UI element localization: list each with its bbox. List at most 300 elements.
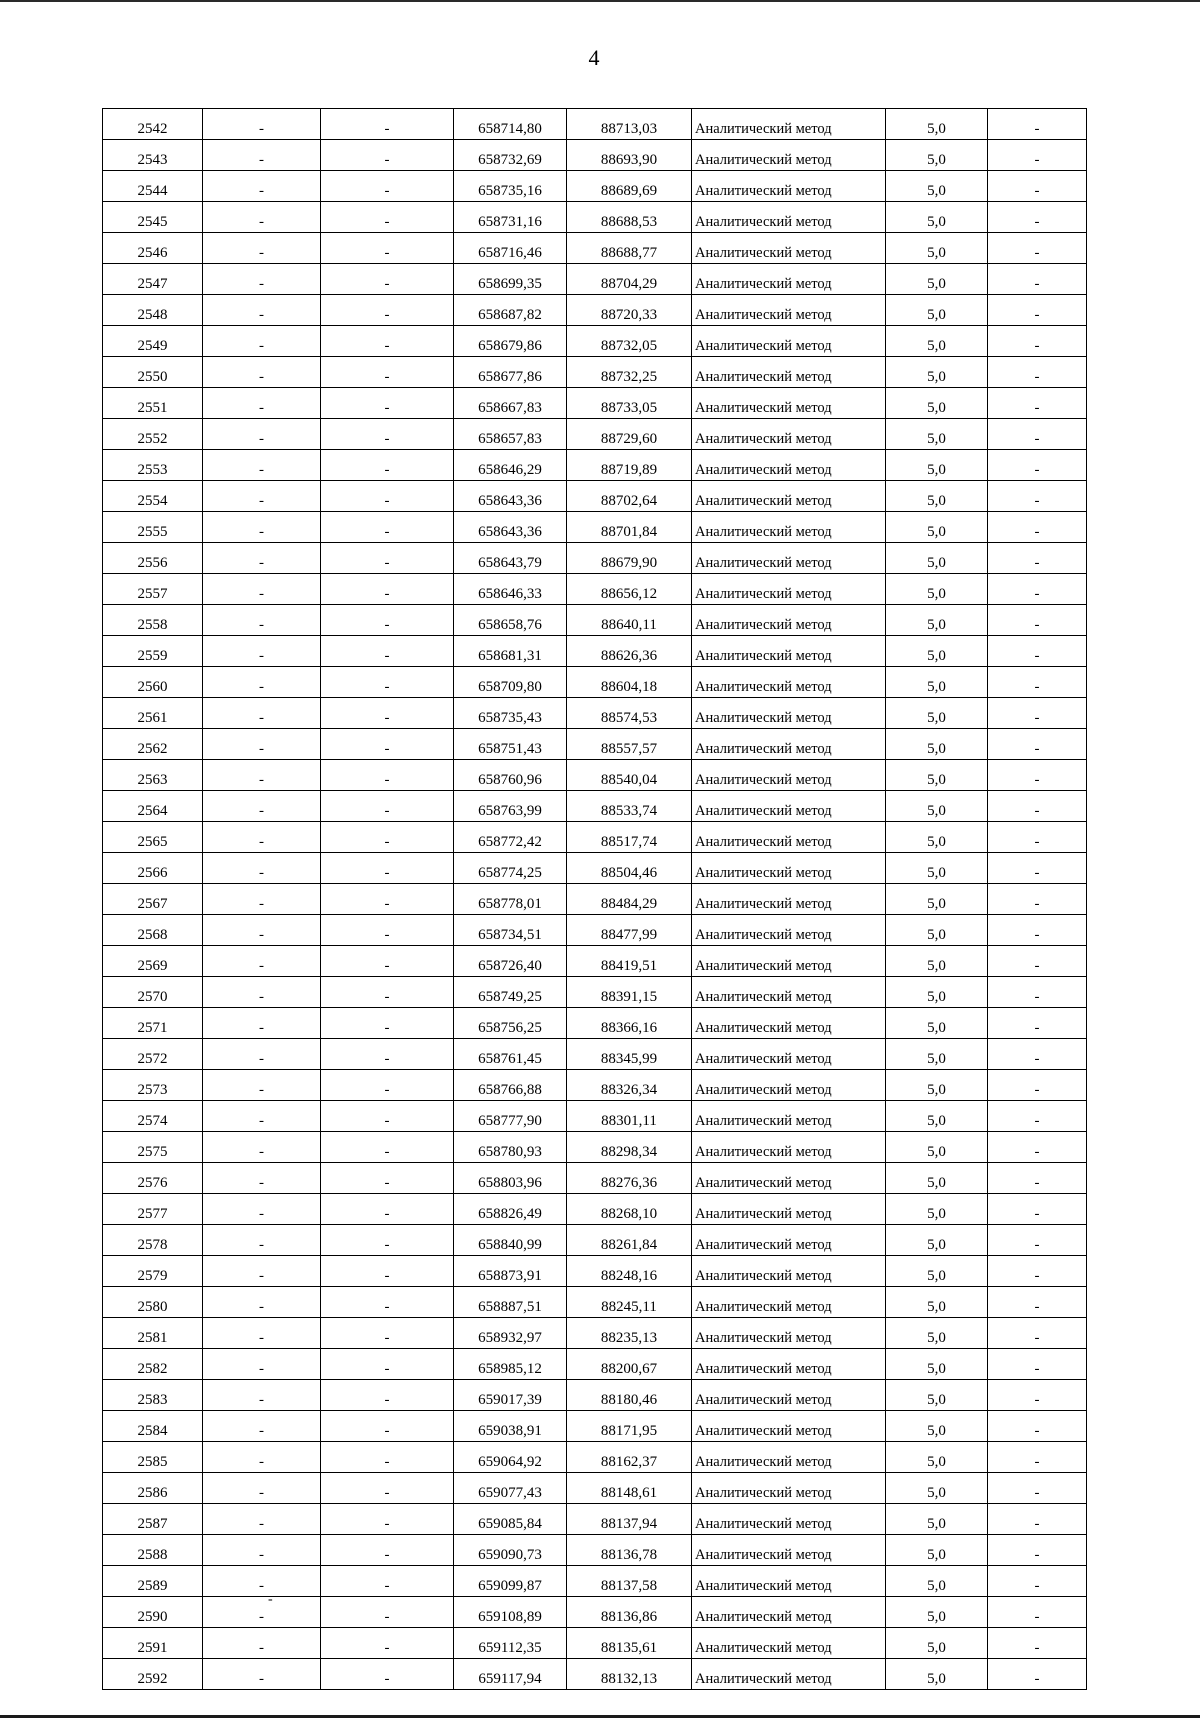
table-row xyxy=(103,264,1087,295)
method-cell: Аналитический метод xyxy=(692,1349,886,1380)
empty-cell-b: - xyxy=(321,574,454,605)
y-coordinate-cell: 88171,95 xyxy=(567,1411,692,1442)
table-row xyxy=(103,388,1087,419)
y-coordinate-cell: 88689,69 xyxy=(567,171,692,202)
y-coordinate-cell: 88732,25 xyxy=(567,357,692,388)
method-cell: Аналитический метод xyxy=(692,1163,886,1194)
empty-cell-a: - xyxy=(203,1473,321,1504)
x-coordinate-cell: 658887,51 xyxy=(454,1287,567,1318)
accuracy-cell: 5,0 xyxy=(886,1070,988,1101)
point-number-cell: 2584 xyxy=(103,1411,203,1442)
empty-cell-a: - xyxy=(203,1318,321,1349)
x-coordinate-cell: 659064,92 xyxy=(454,1442,567,1473)
method-cell: Аналитический метод xyxy=(692,1380,886,1411)
x-coordinate-cell: 659108,89 xyxy=(454,1597,567,1628)
empty-cell-b: - xyxy=(321,1225,454,1256)
table-row xyxy=(103,977,1087,1008)
point-number-cell: 2556 xyxy=(103,543,203,574)
empty-cell-c: - xyxy=(988,1473,1087,1504)
accuracy-cell: 5,0 xyxy=(886,853,988,884)
empty-cell-a: - xyxy=(203,419,321,450)
empty-cell-b: - xyxy=(321,512,454,543)
empty-cell-c: - xyxy=(988,481,1087,512)
method-cell: Аналитический метод xyxy=(692,946,886,977)
accuracy-cell: 5,0 xyxy=(886,1225,988,1256)
table-row xyxy=(103,1163,1087,1194)
empty-cell-b: - xyxy=(321,1411,454,1442)
x-coordinate-cell: 658657,83 xyxy=(454,419,567,450)
empty-cell-c: - xyxy=(988,1535,1087,1566)
accuracy-cell: 5,0 xyxy=(886,357,988,388)
method-cell: Аналитический метод xyxy=(692,1659,886,1690)
accuracy-cell: 5,0 xyxy=(886,636,988,667)
accuracy-cell: 5,0 xyxy=(886,1163,988,1194)
accuracy-cell: 5,0 xyxy=(886,698,988,729)
empty-cell-a: - xyxy=(203,884,321,915)
accuracy-cell: 5,0 xyxy=(886,1132,988,1163)
point-number-cell: 2552 xyxy=(103,419,203,450)
y-coordinate-cell: 88679,90 xyxy=(567,543,692,574)
empty-cell-c: - xyxy=(988,1163,1087,1194)
table-row xyxy=(103,1628,1087,1659)
point-number-cell: 2568 xyxy=(103,915,203,946)
table-row xyxy=(103,1008,1087,1039)
empty-cell-c: - xyxy=(988,326,1087,357)
method-cell: Аналитический метод xyxy=(692,140,886,171)
scan-edge-top xyxy=(0,0,1200,2)
point-number-cell: 2554 xyxy=(103,481,203,512)
accuracy-cell: 5,0 xyxy=(886,202,988,233)
empty-cell-b: - xyxy=(321,357,454,388)
accuracy-cell: 5,0 xyxy=(886,543,988,574)
x-coordinate-cell: 659090,73 xyxy=(454,1535,567,1566)
empty-cell-b: - xyxy=(321,605,454,636)
accuracy-cell: 5,0 xyxy=(886,1628,988,1659)
method-cell: Аналитический метод xyxy=(692,326,886,357)
x-coordinate-cell: 658985,12 xyxy=(454,1349,567,1380)
empty-cell-b: - xyxy=(321,667,454,698)
table-row xyxy=(103,667,1087,698)
x-coordinate-cell: 658873,91 xyxy=(454,1256,567,1287)
accuracy-cell: 5,0 xyxy=(886,1318,988,1349)
method-cell: Аналитический метод xyxy=(692,450,886,481)
empty-cell-a: - xyxy=(203,1194,321,1225)
x-coordinate-cell: 659017,39 xyxy=(454,1380,567,1411)
table-row xyxy=(103,1473,1087,1504)
method-cell: Аналитический метод xyxy=(692,574,886,605)
empty-cell-c: - xyxy=(988,233,1087,264)
accuracy-cell: 5,0 xyxy=(886,1659,988,1690)
accuracy-cell: 5,0 xyxy=(886,1411,988,1442)
method-cell: Аналитический метод xyxy=(692,1473,886,1504)
accuracy-cell: 5,0 xyxy=(886,946,988,977)
empty-cell-c: - xyxy=(988,760,1087,791)
empty-cell-b: - xyxy=(321,1163,454,1194)
accuracy-cell: 5,0 xyxy=(886,1380,988,1411)
method-cell: Аналитический метод xyxy=(692,171,886,202)
empty-cell-c: - xyxy=(988,140,1087,171)
x-coordinate-cell: 658714,80 xyxy=(454,109,567,140)
y-coordinate-cell: 88484,29 xyxy=(567,884,692,915)
x-coordinate-cell: 658803,96 xyxy=(454,1163,567,1194)
point-number-cell: 2586 xyxy=(103,1473,203,1504)
empty-cell-a: - xyxy=(203,1287,321,1318)
point-number-cell: 2572 xyxy=(103,1039,203,1070)
table-row xyxy=(103,512,1087,543)
empty-cell-b: - xyxy=(321,760,454,791)
table-row xyxy=(103,357,1087,388)
y-coordinate-cell: 88301,11 xyxy=(567,1101,692,1132)
empty-cell-a: - xyxy=(203,450,321,481)
method-cell: Аналитический метод xyxy=(692,1225,886,1256)
accuracy-cell: 5,0 xyxy=(886,419,988,450)
y-coordinate-cell: 88132,13 xyxy=(567,1659,692,1690)
x-coordinate-cell: 659099,87 xyxy=(454,1566,567,1597)
empty-cell-b: - xyxy=(321,977,454,1008)
empty-cell-c: - xyxy=(988,264,1087,295)
empty-cell-a: - xyxy=(203,1442,321,1473)
empty-cell-c: - xyxy=(988,822,1087,853)
table-row xyxy=(103,1566,1087,1597)
empty-cell-c: - xyxy=(988,1225,1087,1256)
method-cell: Аналитический метод xyxy=(692,667,886,698)
point-number-cell: 2548 xyxy=(103,295,203,326)
y-coordinate-cell: 88688,53 xyxy=(567,202,692,233)
accuracy-cell: 5,0 xyxy=(886,822,988,853)
x-coordinate-cell: 659117,94 xyxy=(454,1659,567,1690)
accuracy-cell: 5,0 xyxy=(886,233,988,264)
table-row xyxy=(103,1256,1087,1287)
point-number-cell: 2577 xyxy=(103,1194,203,1225)
method-cell: Аналитический метод xyxy=(692,543,886,574)
method-cell: Аналитический метод xyxy=(692,1566,886,1597)
empty-cell-c: - xyxy=(988,1008,1087,1039)
point-number-cell: 2583 xyxy=(103,1380,203,1411)
empty-cell-a: - xyxy=(203,977,321,1008)
accuracy-cell: 5,0 xyxy=(886,481,988,512)
accuracy-cell: 5,0 xyxy=(886,574,988,605)
table-row xyxy=(103,1194,1087,1225)
empty-cell-c: - xyxy=(988,202,1087,233)
table-row xyxy=(103,636,1087,667)
y-coordinate-cell: 88626,36 xyxy=(567,636,692,667)
empty-cell-b: - xyxy=(321,1535,454,1566)
table-row xyxy=(103,1659,1087,1690)
empty-cell-c: - xyxy=(988,1287,1087,1318)
empty-cell-a: - xyxy=(203,388,321,419)
y-coordinate-cell: 88235,13 xyxy=(567,1318,692,1349)
x-coordinate-cell: 658774,25 xyxy=(454,853,567,884)
x-coordinate-cell: 658643,36 xyxy=(454,481,567,512)
y-coordinate-cell: 88702,64 xyxy=(567,481,692,512)
empty-cell-b: - xyxy=(321,915,454,946)
empty-cell-b: - xyxy=(321,1659,454,1690)
empty-cell-a: - xyxy=(203,946,321,977)
method-cell: Аналитический метод xyxy=(692,853,886,884)
point-number-cell: 2553 xyxy=(103,450,203,481)
empty-cell-c: - xyxy=(988,791,1087,822)
point-number-cell: 2543 xyxy=(103,140,203,171)
point-number-cell: 2580 xyxy=(103,1287,203,1318)
method-cell: Аналитический метод xyxy=(692,1628,886,1659)
empty-cell-c: - xyxy=(988,1039,1087,1070)
y-coordinate-cell: 88713,03 xyxy=(567,109,692,140)
table-row xyxy=(103,295,1087,326)
x-coordinate-cell: 659038,91 xyxy=(454,1411,567,1442)
y-coordinate-cell: 88200,67 xyxy=(567,1349,692,1380)
point-number-cell: 2591 xyxy=(103,1628,203,1659)
method-cell: Аналитический метод xyxy=(692,481,886,512)
empty-cell-c: - xyxy=(988,388,1087,419)
y-coordinate-cell: 88162,37 xyxy=(567,1442,692,1473)
stray-mark: - xyxy=(268,1592,273,1607)
y-coordinate-cell: 88729,60 xyxy=(567,419,692,450)
empty-cell-a: - xyxy=(203,853,321,884)
y-coordinate-cell: 88135,61 xyxy=(567,1628,692,1659)
table-row xyxy=(103,1225,1087,1256)
method-cell: Аналитический метод xyxy=(692,822,886,853)
method-cell: Аналитический метод xyxy=(692,1039,886,1070)
empty-cell-a: - xyxy=(203,574,321,605)
empty-cell-a: - xyxy=(203,636,321,667)
empty-cell-b: - xyxy=(321,1132,454,1163)
empty-cell-b: - xyxy=(321,1349,454,1380)
method-cell: Аналитический метод xyxy=(692,109,886,140)
empty-cell-c: - xyxy=(988,698,1087,729)
point-number-cell: 2576 xyxy=(103,1163,203,1194)
point-number-cell: 2560 xyxy=(103,667,203,698)
empty-cell-b: - xyxy=(321,729,454,760)
empty-cell-a: - xyxy=(203,1380,321,1411)
y-coordinate-cell: 88136,78 xyxy=(567,1535,692,1566)
empty-cell-a: - xyxy=(203,295,321,326)
x-coordinate-cell: 658735,16 xyxy=(454,171,567,202)
table-row xyxy=(103,1349,1087,1380)
method-cell: Аналитический метод xyxy=(692,729,886,760)
point-number-cell: 2579 xyxy=(103,1256,203,1287)
method-cell: Аналитический метод xyxy=(692,1132,886,1163)
x-coordinate-cell: 658826,49 xyxy=(454,1194,567,1225)
point-number-cell: 2544 xyxy=(103,171,203,202)
y-coordinate-cell: 88693,90 xyxy=(567,140,692,171)
x-coordinate-cell: 658840,99 xyxy=(454,1225,567,1256)
empty-cell-b: - xyxy=(321,698,454,729)
point-number-cell: 2563 xyxy=(103,760,203,791)
empty-cell-a: - xyxy=(203,264,321,295)
table-row xyxy=(103,729,1087,760)
table-row xyxy=(103,543,1087,574)
empty-cell-b: - xyxy=(321,481,454,512)
y-coordinate-cell: 88604,18 xyxy=(567,667,692,698)
point-number-cell: 2555 xyxy=(103,512,203,543)
point-number-cell: 2558 xyxy=(103,605,203,636)
point-number-cell: 2582 xyxy=(103,1349,203,1380)
empty-cell-a: - xyxy=(203,667,321,698)
accuracy-cell: 5,0 xyxy=(886,1008,988,1039)
table-row xyxy=(103,140,1087,171)
empty-cell-a: - xyxy=(203,171,321,202)
empty-cell-c: - xyxy=(988,1101,1087,1132)
empty-cell-a: - xyxy=(203,1039,321,1070)
empty-cell-b: - xyxy=(321,295,454,326)
x-coordinate-cell: 658716,46 xyxy=(454,233,567,264)
empty-cell-a: - xyxy=(203,760,321,791)
point-number-cell: 2589 xyxy=(103,1566,203,1597)
point-number-cell: 2542 xyxy=(103,109,203,140)
x-coordinate-cell: 658646,33 xyxy=(454,574,567,605)
x-coordinate-cell: 658778,01 xyxy=(454,884,567,915)
empty-cell-a: - xyxy=(203,605,321,636)
point-number-cell: 2565 xyxy=(103,822,203,853)
empty-cell-c: - xyxy=(988,543,1087,574)
table-row xyxy=(103,1132,1087,1163)
x-coordinate-cell: 658763,99 xyxy=(454,791,567,822)
point-number-cell: 2574 xyxy=(103,1101,203,1132)
method-cell: Аналитический метод xyxy=(692,760,886,791)
x-coordinate-cell: 658681,31 xyxy=(454,636,567,667)
empty-cell-c: - xyxy=(988,729,1087,760)
empty-cell-c: - xyxy=(988,1504,1087,1535)
empty-cell-a: - xyxy=(203,791,321,822)
y-coordinate-cell: 88517,74 xyxy=(567,822,692,853)
y-coordinate-cell: 88268,10 xyxy=(567,1194,692,1225)
point-number-cell: 2546 xyxy=(103,233,203,264)
point-number-cell: 2559 xyxy=(103,636,203,667)
empty-cell-b: - xyxy=(321,264,454,295)
empty-cell-a: - xyxy=(203,543,321,574)
point-number-cell: 2573 xyxy=(103,1070,203,1101)
empty-cell-a: - xyxy=(203,109,321,140)
accuracy-cell: 5,0 xyxy=(886,667,988,698)
empty-cell-b: - xyxy=(321,388,454,419)
x-coordinate-cell: 658732,69 xyxy=(454,140,567,171)
empty-cell-a: - xyxy=(203,512,321,543)
method-cell: Аналитический метод xyxy=(692,791,886,822)
empty-cell-a: - xyxy=(203,1008,321,1039)
accuracy-cell: 5,0 xyxy=(886,791,988,822)
empty-cell-c: - xyxy=(988,357,1087,388)
x-coordinate-cell: 658699,35 xyxy=(454,264,567,295)
empty-cell-b: - xyxy=(321,1256,454,1287)
y-coordinate-cell: 88701,84 xyxy=(567,512,692,543)
y-coordinate-cell: 88640,11 xyxy=(567,605,692,636)
table-row xyxy=(103,233,1087,264)
method-cell: Аналитический метод xyxy=(692,1535,886,1566)
accuracy-cell: 5,0 xyxy=(886,1039,988,1070)
accuracy-cell: 5,0 xyxy=(886,1194,988,1225)
table-row xyxy=(103,1039,1087,1070)
accuracy-cell: 5,0 xyxy=(886,729,988,760)
point-number-cell: 2578 xyxy=(103,1225,203,1256)
empty-cell-c: - xyxy=(988,171,1087,202)
accuracy-cell: 5,0 xyxy=(886,512,988,543)
point-number-cell: 2575 xyxy=(103,1132,203,1163)
empty-cell-c: - xyxy=(988,853,1087,884)
empty-cell-a: - xyxy=(203,1566,321,1597)
point-number-cell: 2550 xyxy=(103,357,203,388)
y-coordinate-cell: 88719,89 xyxy=(567,450,692,481)
empty-cell-b: - xyxy=(321,1287,454,1318)
method-cell: Аналитический метод xyxy=(692,512,886,543)
point-number-cell: 2549 xyxy=(103,326,203,357)
empty-cell-b: - xyxy=(321,791,454,822)
point-number-cell: 2562 xyxy=(103,729,203,760)
empty-cell-a: - xyxy=(203,1225,321,1256)
empty-cell-b: - xyxy=(321,326,454,357)
x-coordinate-cell: 659112,35 xyxy=(454,1628,567,1659)
method-cell: Аналитический метод xyxy=(692,419,886,450)
accuracy-cell: 5,0 xyxy=(886,450,988,481)
empty-cell-a: - xyxy=(203,202,321,233)
y-coordinate-cell: 88137,94 xyxy=(567,1504,692,1535)
empty-cell-c: - xyxy=(988,946,1087,977)
table-body xyxy=(103,109,1087,1690)
y-coordinate-cell: 88720,33 xyxy=(567,295,692,326)
method-cell: Аналитический метод xyxy=(692,1101,886,1132)
accuracy-cell: 5,0 xyxy=(886,605,988,636)
empty-cell-b: - xyxy=(321,1101,454,1132)
method-cell: Аналитический метод xyxy=(692,233,886,264)
point-number-cell: 2569 xyxy=(103,946,203,977)
empty-cell-b: - xyxy=(321,1504,454,1535)
point-number-cell: 2564 xyxy=(103,791,203,822)
method-cell: Аналитический метод xyxy=(692,1070,886,1101)
empty-cell-a: - xyxy=(203,1349,321,1380)
empty-cell-b: - xyxy=(321,171,454,202)
method-cell: Аналитический метод xyxy=(692,977,886,1008)
table-row xyxy=(103,884,1087,915)
empty-cell-a: - xyxy=(203,326,321,357)
x-coordinate-cell: 658658,76 xyxy=(454,605,567,636)
table-row xyxy=(103,109,1087,140)
x-coordinate-cell: 658751,43 xyxy=(454,729,567,760)
y-coordinate-cell: 88276,36 xyxy=(567,1163,692,1194)
x-coordinate-cell: 658731,16 xyxy=(454,202,567,233)
empty-cell-b: - xyxy=(321,884,454,915)
y-coordinate-cell: 88733,05 xyxy=(567,388,692,419)
empty-cell-c: - xyxy=(988,419,1087,450)
method-cell: Аналитический метод xyxy=(692,388,886,419)
table-row xyxy=(103,698,1087,729)
x-coordinate-cell: 658643,79 xyxy=(454,543,567,574)
table-row xyxy=(103,1101,1087,1132)
coordinates-table xyxy=(102,108,1087,1690)
x-coordinate-cell: 658772,42 xyxy=(454,822,567,853)
table-row xyxy=(103,171,1087,202)
empty-cell-c: - xyxy=(988,512,1087,543)
empty-cell-b: - xyxy=(321,822,454,853)
table-row xyxy=(103,1380,1087,1411)
empty-cell-b: - xyxy=(321,109,454,140)
table-row xyxy=(103,1535,1087,1566)
method-cell: Аналитический метод xyxy=(692,1597,886,1628)
x-coordinate-cell: 658735,43 xyxy=(454,698,567,729)
point-number-cell: 2567 xyxy=(103,884,203,915)
table-row xyxy=(103,1318,1087,1349)
method-cell: Аналитический метод xyxy=(692,1442,886,1473)
empty-cell-a: - xyxy=(203,1411,321,1442)
empty-cell-c: - xyxy=(988,574,1087,605)
empty-cell-a: - xyxy=(203,140,321,171)
x-coordinate-cell: 658646,29 xyxy=(454,450,567,481)
point-number-cell: 2547 xyxy=(103,264,203,295)
point-number-cell: 2592 xyxy=(103,1659,203,1690)
x-coordinate-cell: 658756,25 xyxy=(454,1008,567,1039)
y-coordinate-cell: 88148,61 xyxy=(567,1473,692,1504)
empty-cell-a: - xyxy=(203,1628,321,1659)
y-coordinate-cell: 88533,74 xyxy=(567,791,692,822)
accuracy-cell: 5,0 xyxy=(886,1442,988,1473)
